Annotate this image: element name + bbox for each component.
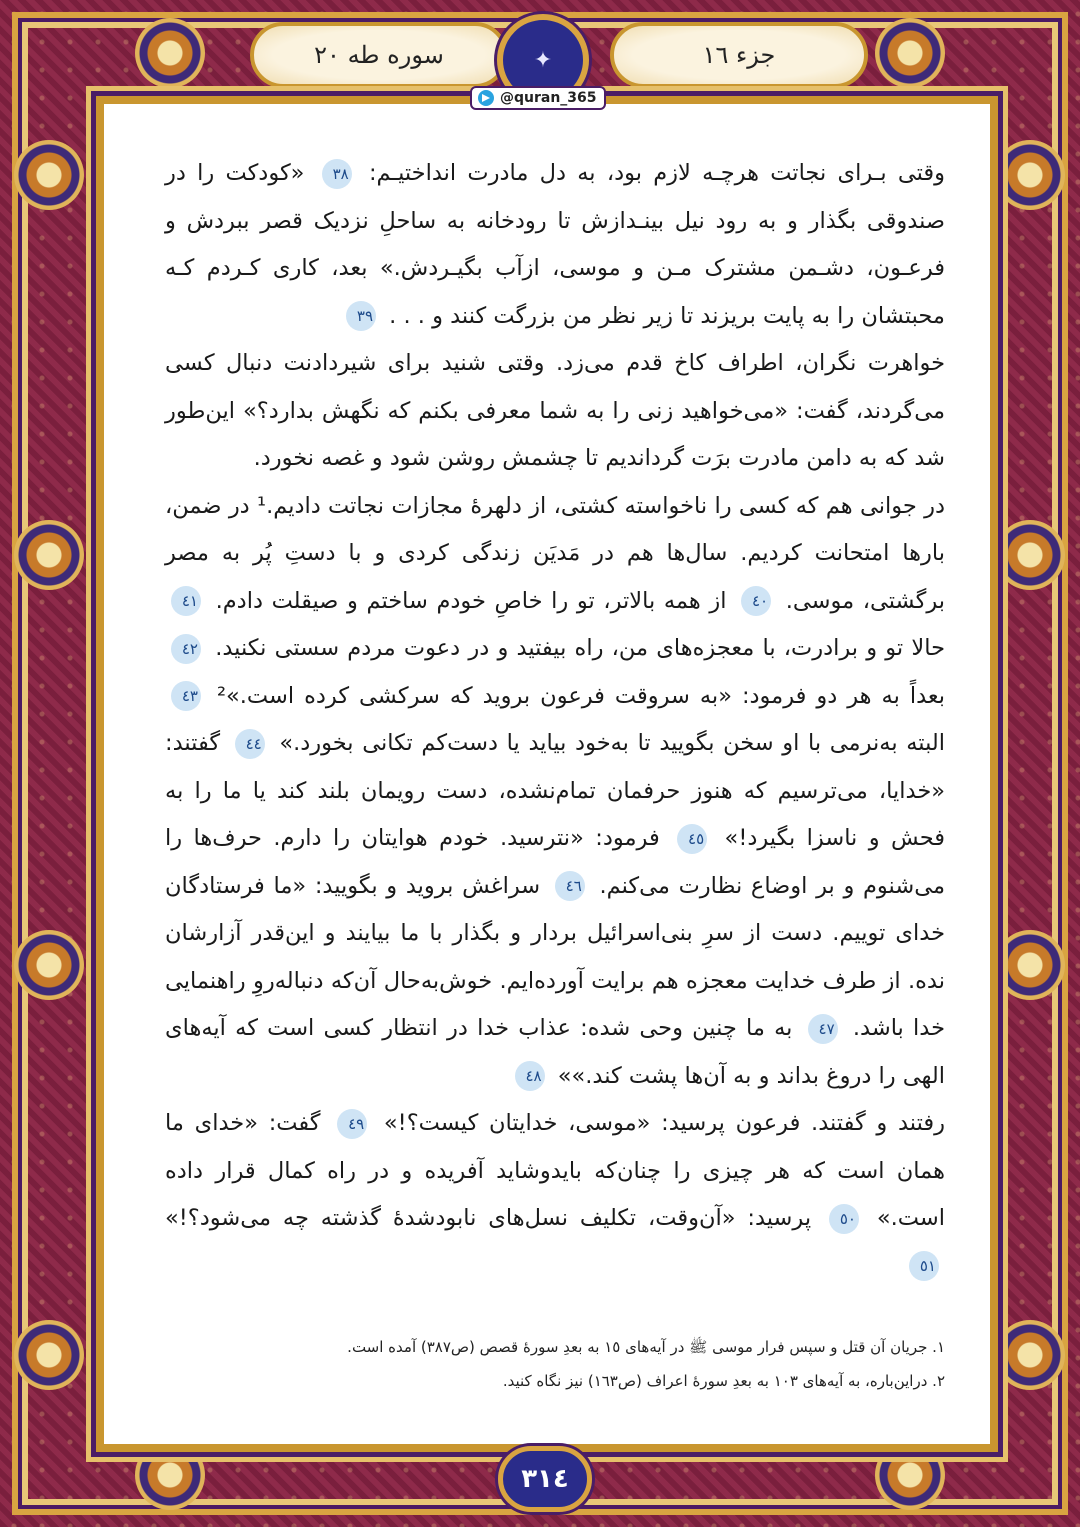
- text-segment: پرسید: «آن‌وقت، تکلیف نسل‌های نابودشدهٔ گذشته چه می‌شود؟!»: [165, 1205, 823, 1231]
- footnote-2: ٢. دراین‌باره، به آیه‌های ١٠٣ به بعدِ سورهٔ اعراف (ص١٦٣) نیز نگاه کنید.: [502, 1372, 945, 1390]
- paragraph: [165, 483, 945, 1101]
- ayah-number-badge: ٤٧: [808, 1014, 838, 1044]
- page-number: ٣١٤: [498, 1446, 592, 1512]
- side-medallion-icon: [995, 520, 1065, 590]
- ayah-number-badge: ٣٩: [346, 301, 376, 331]
- text-segment: گفت: «خدای ما همان است که هر چیزی را چنان‌که بایدوشاید آفریده و در راه کمال قرار داده است.»: [165, 1110, 945, 1231]
- text-segment: به ما چنین وحی شده: عذاب خدا در انتظار کسی است که آیه‌های الهی را دروغ بداند و به آن‌ها پشت کند.»»: [165, 1015, 945, 1089]
- telegram-icon: [478, 90, 494, 106]
- footnote-1: ١. جریان آن قتل و سپس فرار موسی ﷺ در آیه‌های ١٥ به بعدِ سورهٔ قصص (ص٣٨٧) آمده است.: [347, 1338, 945, 1356]
- footnotes: [165, 1330, 945, 1398]
- text-segment: البته به‌نرمی با او سخن بگویید تا به‌خود بیاید یا دست‌کم تکانی بخورد.»: [270, 730, 945, 756]
- ayah-number-badge: ٤١: [171, 586, 201, 616]
- side-medallion-icon: [995, 140, 1065, 210]
- calligraphy-emblem-icon: ✦: [497, 14, 589, 106]
- translation-text: [165, 150, 946, 1275]
- paragraph: [165, 340, 945, 483]
- text-segment: «کودکت را در صندوقی بگذار و به رود نیل بینـدازش تا رودخانه به ساحلِ نزدیک قصر ببردش و فرعـون، دشـمن مشترک مـن و موسی، ازآب بگیـردش.» بعد، کاری کـردم کـه محبتشان را به پایت بریزند تا زیر نظر من بزرگت کنند و . . .: [165, 160, 945, 329]
- text-segment: خواهرت نگران، اطراف کاخ قدم می‌زد. وقتی شنید برای شیردادنت دنبال کسی می‌گردند، گفت: «می‌خواهید زنی را به شما معرفی بکنم که نگهش بدارد؟» این‌طور شد که به دامن مادرت برَت گرداندیم تا چشمش روشن شود و غصه نخورد.: [165, 350, 945, 471]
- text-segment: حالا تو و برادرت، با معجزه‌های من، راه بیفتید و در دعوت مردم سستی نکنید.: [207, 635, 945, 661]
- ayah-number-badge: ٣٨: [322, 159, 352, 189]
- ayah-number-badge: ٤٥: [677, 824, 707, 854]
- ayah-number-badge: ٤٤: [235, 729, 265, 759]
- side-medallion-icon: [14, 1320, 84, 1390]
- text-segment: فرمود: «نترسید. خودم هوایتان را دارم. حرف‌ها را می‌شنوم و بر اوضاع نظارت می‌کنم.: [165, 825, 945, 899]
- channel-handle: @quran_365: [500, 90, 597, 106]
- paragraph: [165, 1100, 945, 1290]
- side-medallion-icon: [14, 140, 84, 210]
- text-segment: گفتند: «خدایا، می‌ترسیم که هنوز حرفمان تمام‌نشده، دست رویمان بلند کند یا ما را به فحش و ناسزا بگیرد!»: [165, 730, 945, 851]
- channel-badge[interactable]: [470, 86, 606, 110]
- ayah-number-badge: ٥٠: [829, 1204, 859, 1234]
- side-medallion-icon: [14, 930, 84, 1000]
- ayah-number-badge: ٥١: [909, 1251, 939, 1281]
- text-segment: رفتند و گفتند. فرعون پرسید: «موسی، خدایتان کیست؟!»: [373, 1110, 945, 1136]
- corner-medallion-icon: [135, 18, 205, 88]
- side-medallion-icon: [14, 520, 84, 590]
- text-segment: از همه بالاتر، تو را خاصِ خودم ساختم و صیقلت دادم.: [207, 587, 736, 614]
- side-medallion-icon: [995, 1320, 1065, 1390]
- ayah-number-badge: ٤٦: [555, 871, 585, 901]
- surah-label: سوره طه ٢٠: [250, 22, 508, 88]
- ayah-number-badge: ٤٩: [337, 1109, 367, 1139]
- ayah-number-badge: ٤٢: [171, 634, 201, 664]
- paragraph: [165, 150, 945, 340]
- side-medallion-icon: [995, 930, 1065, 1000]
- ayah-number-badge: ٤٣: [171, 681, 201, 711]
- text-segment: وقتی بـرای نجاتت هرچـه لازم بود، به دل مادرت انداختیـم:: [357, 160, 946, 186]
- text-segment: در جوانی هم که کسی را ناخواسته کشتی، از دلهرهٔ مجازات نجاتت دادیم.¹ در ضمن، بارها امتحانت کردیم. سال‌ها هم در مَدیَن زندگی کردی و با دستِ پُر به مصر برگشتی، موسی.: [165, 492, 946, 614]
- ayah-number-badge: ٤٨: [515, 1061, 545, 1091]
- corner-medallion-icon: [875, 18, 945, 88]
- text-segment: بعداً به هر دو فرمود: «به سروقت فرعون بروید که سرکشی کرده است.»²: [207, 682, 945, 709]
- juz-label: جزء ١٦: [610, 22, 868, 88]
- text-segment: سراغش بروید و بگویید: «ما فرستادگان خدای توییم. دست از سرِ بنی‌اسرائیل بردار و بگذار با ما بیایند و این‌قدر آزارشان نده. از طرف خدایت معجزه هم برایت آورده‌ایم. خوش‌به‌حال آن‌که دنباله‌روِ راهنمایی خدا باشد.: [165, 872, 945, 1041]
- ayah-number-badge: ٤٠: [741, 586, 771, 616]
